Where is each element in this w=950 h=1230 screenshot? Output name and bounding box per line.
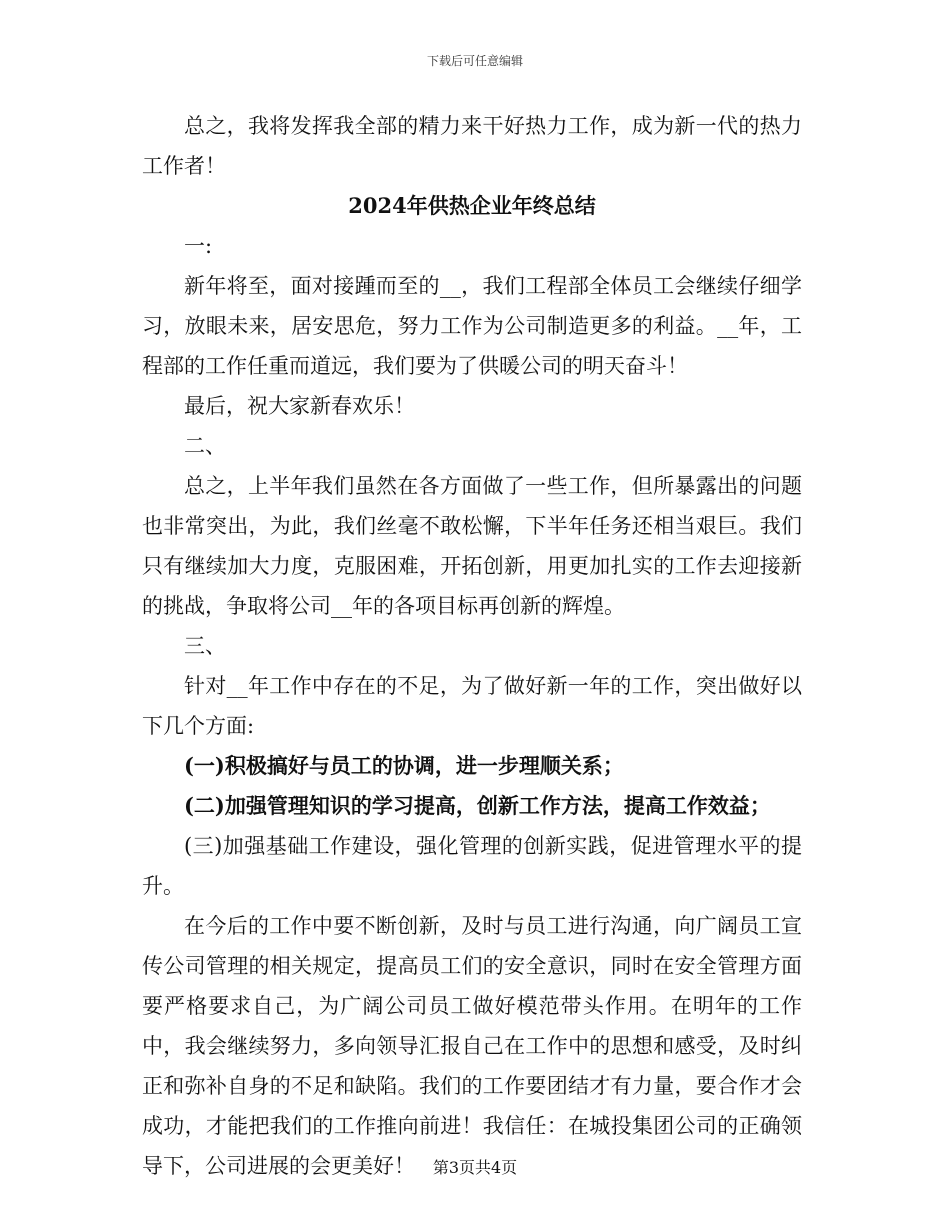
paragraph-2: 最后，祝大家新春欢乐！	[184, 394, 415, 418]
document-body	[142, 106, 802, 1186]
paragraph-5: 在今后的工作中要不断创新，及时与员工进行沟通，向广阔员工宣传公司管理的相关规定，提高员工们的安全意识，同时在安全管理方面要严格要求自己，为广阔公司员工做好模范带头作用。在明年的工作中，我会继续努力，多向领导汇报自己在工作中的思想和感受，及时纠正和弥补自身的不足和缺陷。我们的工作要团结才有力量，要合作才会成功，才能把我们的工作推向前进！我信任：在城投集团公司的正确领导下，公司进展的会更美好！	[142, 914, 802, 1178]
page-header-note: 下载后可任意编辑	[426, 54, 523, 68]
page-number: 第3页共4页	[432, 1158, 518, 1177]
list-item-3: (三)加强基础工作建设，强化管理的创新实践，促进管理水平的提升。	[142, 834, 802, 898]
document-title: 2024年供热企业年终总结	[348, 193, 596, 218]
paragraph-3: 总之，上半年我们虽然在各方面做了一些工作，但所暴露出的问题也非常突出，为此，我们丝毫不敢松懈，下半年任务还相当艰巨。我们只有继续加大力度，克服困难，开拓创新，用更加扎实的工作去迎接新的挑战，争取将公司__年的各项目标再创新的辉煌。	[142, 474, 802, 618]
paragraph-4: 针对__年工作中存在的不足，为了做好新一年的工作，突出做好以下几个方面:	[142, 674, 802, 738]
section-heading-1: 一:	[184, 234, 213, 258]
section-heading-3: 三、	[184, 634, 226, 658]
paragraph-1: 新年将至，面对接踵而至的__，我们工程部全体员工会继续仔细学习，放眼未来，居安思危，努力工作为公司制造更多的利益。__年，工程部的工作任重而道远，我们要为了供暖公司的明天奋斗！	[142, 274, 802, 378]
list-item-2: (二)加强管理知识的学习提高，创新工作方法，提高工作效益；	[184, 793, 771, 818]
intro-paragraph: 总之，我将发挥我全部的精力来干好热力工作，成为新一代的热力工作者！	[142, 114, 802, 178]
section-heading-2: 二、	[184, 434, 226, 458]
list-item-1: (一)积极搞好与员工的协调，进一步理顺关系；	[184, 753, 624, 778]
